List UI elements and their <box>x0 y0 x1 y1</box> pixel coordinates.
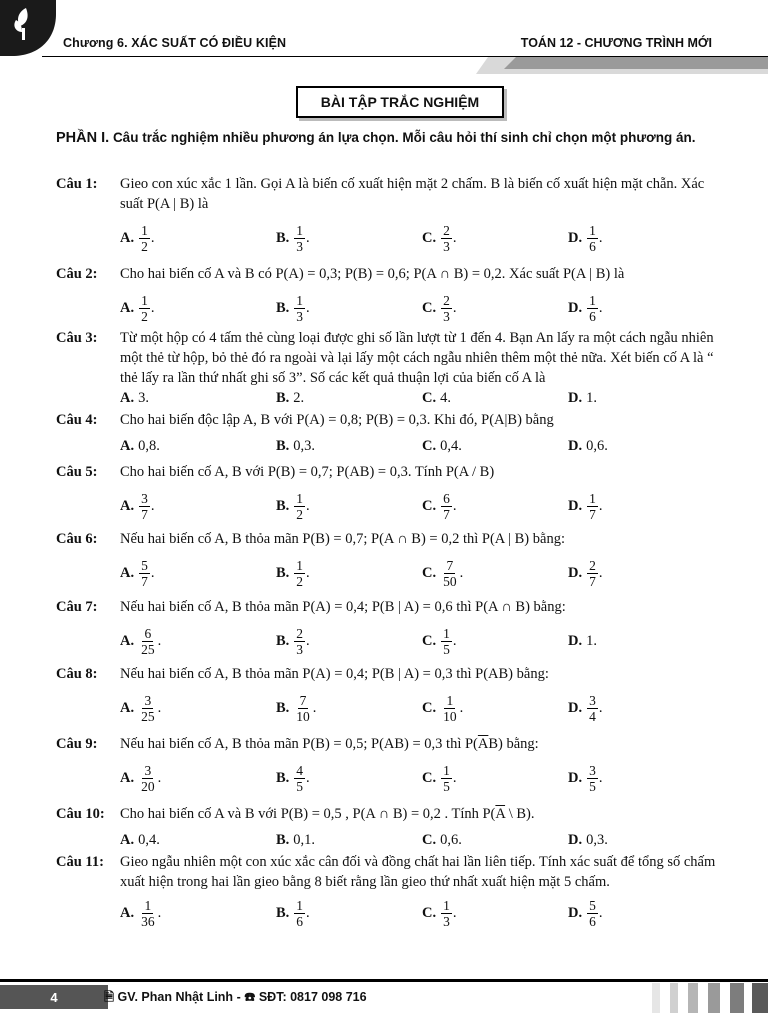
option-b <box>276 436 315 456</box>
numerator: 2 <box>443 222 450 238</box>
denominator: 5 <box>443 641 450 657</box>
author-phone: SĐT: 0817 098 716 <box>258 990 367 1004</box>
question-text: Nếu hai biến cố A, B thỏa mãn P(B) = 0,5; P(AB) = 0,3 thì $P(\overline{A}B)$ bằng: <box>120 736 539 752</box>
fraction <box>139 898 157 929</box>
denominator: 2 <box>296 506 304 522</box>
option-c: C. $\frac{1}{5}$ . <box>422 625 457 657</box>
fraction <box>587 763 598 794</box>
option-a: A. $\frac{1}{2}$ . <box>120 292 155 324</box>
option-c: C. $\frac{1}{10}$ . <box>422 692 464 724</box>
numerator: 1 <box>443 897 450 913</box>
fraction <box>441 898 452 929</box>
numerator: 1 <box>296 557 304 573</box>
denominator: 7 <box>141 573 148 589</box>
denominator: 3 <box>296 308 304 324</box>
option-c: C. $\frac{2}{3}$ . <box>422 292 457 324</box>
option-a: A. $\frac{3}{20}$ . <box>120 762 162 794</box>
question-6 <box>56 529 720 549</box>
numerator: 1 <box>141 222 148 238</box>
part-text: Câu trắc nghiệm nhiều phương án lựa chọn. Mỗi câu hỏi thí sinh chỉ chọn một phương án. <box>112 130 696 145</box>
author-name: GV. Phan Nhật Linh <box>117 990 234 1004</box>
fraction <box>139 223 150 254</box>
option-a: A. $\frac{3}{7}$ . <box>120 490 155 522</box>
option-d: D. $\frac{2}{7}$ . <box>568 557 603 589</box>
fraction <box>587 223 598 254</box>
fraction <box>587 558 598 589</box>
option-key: D. <box>568 831 583 848</box>
option-key: A. <box>120 437 135 454</box>
option-key: D. <box>568 497 583 514</box>
numerator: 1 <box>296 222 304 238</box>
fraction <box>139 693 157 724</box>
option-b: B. $\frac{2}{3}$ . <box>276 625 310 657</box>
numerator: 2 <box>589 557 596 573</box>
option-d <box>568 830 608 850</box>
option-a: A. $\frac{6}{25}$ . <box>120 625 162 657</box>
numerator: 1 <box>443 762 450 778</box>
option-key: A. <box>120 564 135 581</box>
option-key: A. <box>120 229 135 246</box>
denominator: 2 <box>296 573 304 589</box>
numerator: 4 <box>296 762 304 778</box>
option-d: D. $\frac{3}{4}$ . <box>568 692 603 724</box>
option-b: B. $\frac{1}{3}$ . <box>276 292 310 324</box>
part-heading <box>56 128 722 148</box>
phone-icon: ☎ <box>244 990 256 1004</box>
numerator: 3 <box>589 762 596 778</box>
option-key: D. <box>568 769 583 786</box>
option-a: A. $\frac{1}{2}$ . <box>120 222 155 254</box>
denominator: 3 <box>443 913 450 929</box>
option-key: D. <box>568 229 583 246</box>
option-key: C. <box>422 299 437 316</box>
question-number: Câu 7: <box>56 599 98 615</box>
denominator: 3 <box>296 238 304 254</box>
question-10 <box>56 804 720 824</box>
option-d: D. $\frac{3}{5}$ . <box>568 762 603 794</box>
fraction <box>294 626 305 657</box>
question-4 <box>56 410 720 430</box>
option-key: A. <box>120 769 135 786</box>
question-number: Câu 1: <box>56 176 98 192</box>
option-value: 0,3. <box>293 437 316 454</box>
denominator: 3 <box>443 238 450 254</box>
fraction <box>441 626 452 657</box>
fraction <box>139 763 157 794</box>
option-value: 0,8. <box>138 437 160 454</box>
footer-bars <box>652 983 768 1013</box>
document-icon: 🗎 <box>104 990 115 1004</box>
option-value: 0,6. <box>440 831 462 848</box>
fraction <box>139 626 157 657</box>
question-text: Nếu hai biến cố A, B thỏa mãn P(A) = 0,4; P(B | A) = 0,3 thì P(AB) bằng: <box>120 666 549 682</box>
option-d <box>568 436 608 456</box>
denominator: 7 <box>141 506 148 522</box>
denominator: 7 <box>589 573 596 589</box>
option-b: B. $\frac{7}{10}$ . <box>276 692 317 724</box>
denominator: 5 <box>443 778 450 794</box>
option-value: 1. <box>586 389 597 406</box>
question-number: Câu 2: <box>56 266 98 282</box>
denominator: 7 <box>443 506 450 522</box>
option-value: 2. <box>293 389 305 406</box>
option-c: C. $\frac{1}{5}$ . <box>422 762 457 794</box>
option-key: C. <box>422 497 437 514</box>
denominator: 2 <box>141 308 148 324</box>
option-key: B. <box>276 229 290 246</box>
option-c: C. $\frac{2}{3}$ . <box>422 222 457 254</box>
numerator: 3 <box>144 692 152 708</box>
numerator: 1 <box>443 625 450 641</box>
denominator: 25 <box>141 708 155 724</box>
book-title: TOÁN 12 - CHƯƠNG TRÌNH MỚI <box>520 36 712 50</box>
header-stripe <box>476 57 768 74</box>
denominator: 6 <box>296 913 304 929</box>
question-8 <box>56 664 720 684</box>
numerator: 1 <box>589 490 596 506</box>
fraction <box>441 558 459 589</box>
option-key: C. <box>422 699 437 716</box>
fraction <box>139 558 150 589</box>
option-key: B. <box>276 699 290 716</box>
option-key: D. <box>568 632 583 649</box>
options-q4 <box>120 436 720 456</box>
options-q8 <box>120 688 720 728</box>
logo-icon <box>0 0 56 56</box>
question-number: Câu 3: <box>56 330 98 346</box>
denominator: 6 <box>589 913 596 929</box>
option-key: A. <box>120 497 135 514</box>
numerator: 2 <box>296 625 304 641</box>
options-q9 <box>120 758 720 798</box>
option-key: A. <box>120 299 135 316</box>
option-key: C. <box>422 632 437 649</box>
option-key: D. <box>568 564 583 581</box>
option-c <box>422 830 462 850</box>
option-key: B. <box>276 389 290 406</box>
denominator: 7 <box>589 506 596 522</box>
question-text: Nếu hai biến cố A, B thỏa mãn P(B) = 0,7; P(A ∩ B) = 0,2 thì P(A | B) bằng: <box>120 531 565 547</box>
question-number: Câu 11: <box>56 854 104 870</box>
denominator: 6 <box>589 238 596 254</box>
option-key: D. <box>568 699 583 716</box>
fraction <box>587 898 598 929</box>
numerator: 1 <box>589 292 596 308</box>
options-q3 <box>120 388 720 408</box>
option-b <box>276 388 304 408</box>
option-key: A. <box>120 699 135 716</box>
question-number: Câu 5: <box>56 464 98 480</box>
option-d: D. $\frac{5}{6}$ . <box>568 897 603 929</box>
question-text: Cho hai biến độc lập A, B với P(A) = 0,8; P(B) = 0,3. Khi đó, P(A|B) bằng <box>120 412 554 428</box>
question-3 <box>56 328 720 388</box>
option-key: B. <box>276 497 290 514</box>
options-q2 <box>120 288 720 328</box>
option-value: 0,3. <box>586 831 608 848</box>
option-value: 0,4. <box>138 831 160 848</box>
fraction <box>441 763 452 794</box>
numerator: 6 <box>443 490 450 506</box>
question-text: Gieo con xúc xắc 1 lần. Gọi A là biến cố xuất hiện mặt 2 chấm. B là biến cố xuất hiện mặt chẵn. Xác suất P(A | B) là <box>120 176 705 212</box>
option-value: 4. <box>440 389 451 406</box>
fraction <box>441 693 459 724</box>
numerator: 1 <box>296 292 304 308</box>
numerator: 1 <box>296 490 304 506</box>
option-b: B. $\frac{4}{5}$ . <box>276 762 310 794</box>
question-1 <box>56 174 720 214</box>
fraction <box>139 293 150 324</box>
fraction <box>139 491 150 522</box>
option-value: 1. <box>586 632 597 649</box>
question-number: Câu 9: <box>56 736 98 752</box>
option-key: C. <box>422 389 437 406</box>
option-key: B. <box>276 831 290 848</box>
denominator: 5 <box>589 778 596 794</box>
option-key: B. <box>276 632 290 649</box>
section-title: BÀI TẬP TRẮC NGHIỆM <box>320 94 480 110</box>
denominator: 36 <box>141 913 155 929</box>
fraction <box>294 293 305 324</box>
fraction <box>441 223 452 254</box>
question-number: Câu 4: <box>56 412 98 428</box>
fraction <box>294 763 305 794</box>
option-b: B. $\frac{1}{6}$ . <box>276 897 310 929</box>
fraction <box>294 693 312 724</box>
fraction <box>441 293 452 324</box>
denominator: 25 <box>141 641 155 657</box>
option-b <box>276 830 315 850</box>
option-key: D. <box>568 437 583 454</box>
option-b: B. $\frac{1}{2}$ . <box>276 490 310 522</box>
option-key: A. <box>120 831 135 848</box>
denominator: 6 <box>589 308 596 324</box>
option-a <box>120 436 160 456</box>
option-b: B. $\frac{1}{3}$ . <box>276 222 310 254</box>
numerator: 5 <box>589 897 596 913</box>
question-text: Cho hai biến cố A và B với P(B) = 0,5 , P(A ∩ B) = 0,2 . Tính $P(\overline{A}$ \ B). <box>120 806 535 822</box>
options-q7 <box>120 621 720 661</box>
options-q10 <box>120 830 720 850</box>
question-9 <box>56 734 720 754</box>
option-d <box>568 388 597 408</box>
option-c: C. $\frac{7}{50}$ . <box>422 557 464 589</box>
numerator: 3 <box>589 692 596 708</box>
question-number: Câu 10: <box>56 806 105 822</box>
numerator: 2 <box>443 292 450 308</box>
numerator: 3 <box>141 490 148 506</box>
denominator: 3 <box>296 641 304 657</box>
question-7 <box>56 597 720 617</box>
option-key: D. <box>568 389 583 406</box>
option-key: B. <box>276 299 290 316</box>
question-number: Câu 6: <box>56 531 98 547</box>
option-value: 0,6. <box>586 437 608 454</box>
option-a <box>120 830 160 850</box>
numerator: 7 <box>446 557 454 573</box>
option-c: C. $\frac{1}{3}$ . <box>422 897 457 929</box>
fraction <box>294 491 305 522</box>
fraction <box>441 491 452 522</box>
option-a <box>120 388 149 408</box>
denominator: 10 <box>443 708 457 724</box>
option-key: C. <box>422 229 437 246</box>
denominator: 5 <box>296 778 304 794</box>
numerator: 5 <box>141 557 148 573</box>
options-q1 <box>120 218 720 258</box>
numerator: 3 <box>144 762 152 778</box>
option-a: A. $\frac{1}{36}$ . <box>120 897 162 929</box>
fraction <box>587 693 598 724</box>
option-value: 0,1. <box>293 831 316 848</box>
fraction <box>294 898 305 929</box>
option-key: D. <box>568 299 583 316</box>
option-key: A. <box>120 389 135 406</box>
option-d: D. $\frac{1}{7}$ . <box>568 490 603 522</box>
option-a: A. $\frac{5}{7}$ . <box>120 557 155 589</box>
option-c <box>422 436 462 456</box>
question-number: Câu 8: <box>56 666 98 682</box>
option-key: A. <box>120 904 135 921</box>
option-d <box>568 621 597 661</box>
option-d: D. $\frac{1}{6}$ . <box>568 222 603 254</box>
option-key: D. <box>568 904 583 921</box>
option-value: 3. <box>138 389 149 406</box>
option-key: C. <box>422 437 437 454</box>
fraction <box>294 558 305 589</box>
option-key: C. <box>422 769 437 786</box>
option-key: C. <box>422 564 437 581</box>
option-key: B. <box>276 437 290 454</box>
denominator: 10 <box>296 708 310 724</box>
numerator: 6 <box>144 625 152 641</box>
numerator: 7 <box>299 692 307 708</box>
option-key: A. <box>120 632 135 649</box>
denominator: 20 <box>141 778 155 794</box>
option-key: C. <box>422 831 437 848</box>
question-11 <box>56 852 720 892</box>
fraction <box>587 491 598 522</box>
numerator: 1 <box>446 692 454 708</box>
options-q6 <box>120 553 720 593</box>
section-title-box <box>296 86 504 118</box>
option-key: B. <box>276 769 290 786</box>
fraction <box>294 223 305 254</box>
option-key: C. <box>422 904 437 921</box>
option-value: 0,4. <box>440 437 462 454</box>
numerator: 1 <box>589 222 596 238</box>
option-d: D. $\frac{1}{6}$ . <box>568 292 603 324</box>
denominator: 2 <box>141 238 148 254</box>
denominator: 50 <box>443 573 457 589</box>
footer-divider <box>0 979 768 982</box>
option-c: C. $\frac{6}{7}$ . <box>422 490 457 522</box>
part-label: PHẦN I. <box>56 130 110 146</box>
options-q5 <box>120 486 720 526</box>
fraction <box>587 293 598 324</box>
option-key: B. <box>276 564 290 581</box>
option-key: B. <box>276 904 290 921</box>
option-c <box>422 388 451 408</box>
question-2 <box>56 264 720 284</box>
denominator: 4 <box>589 708 596 724</box>
numerator: 1 <box>141 292 148 308</box>
question-text: Nếu hai biến cố A, B thỏa mãn P(A) = 0,4; P(B | A) = 0,6 thì P(A ∩ B) bằng: <box>120 599 566 615</box>
option-b: B. $\frac{1}{2}$ . <box>276 557 310 589</box>
question-text: Cho hai biến cố A và B có P(A) = 0,3; P(B) = 0,6; P(A ∩ B) = 0,2. Xác suất P(A | B) là <box>120 266 625 282</box>
numerator: 1 <box>296 897 304 913</box>
footer-credit: 🗎 GV. Phan Nhật Linh - ☎ SĐT: 0817 098 716 <box>104 990 367 1004</box>
page-number: 4 <box>0 985 108 1009</box>
denominator: 3 <box>443 308 450 324</box>
options-q11 <box>120 893 720 933</box>
numerator: 1 <box>144 897 152 913</box>
chapter-title: Chương 6. XÁC SUẤT CÓ ĐIỀU KIỆN <box>63 36 287 50</box>
option-a: A. $\frac{3}{25}$ . <box>120 692 162 724</box>
question-text: Cho hai biến cố A, B với P(B) = 0,7; P(AB) = 0,3. Tính P(A / B) <box>120 464 495 480</box>
question-5 <box>56 462 720 482</box>
question-text: Gieo ngẫu nhiên một con xúc xắc cân đối và đồng chất hai lần liên tiếp. Tính xác suất để tổng số chấm xuất hiện trong hai lần gieo bằng 8 biết rằng lần gieo thứ nhất xuất hiện mặt 5 chấm. <box>120 854 716 890</box>
question-text: Từ một hộp có 4 tấm thẻ cùng loại được ghi số lần lượt từ 1 đến 4. Bạn An lấy ra một cách ngẫu nhiên một thẻ từ hộp, bỏ thẻ đó ra ngoài và lại lấy một cách ngẫu nhiên thêm một thẻ nữa. Xét biến cố A là “ thẻ lấy ra lần thứ nhất ghi số 3”. Số các kết quả thuận lợi của biến cố A là <box>120 330 714 386</box>
